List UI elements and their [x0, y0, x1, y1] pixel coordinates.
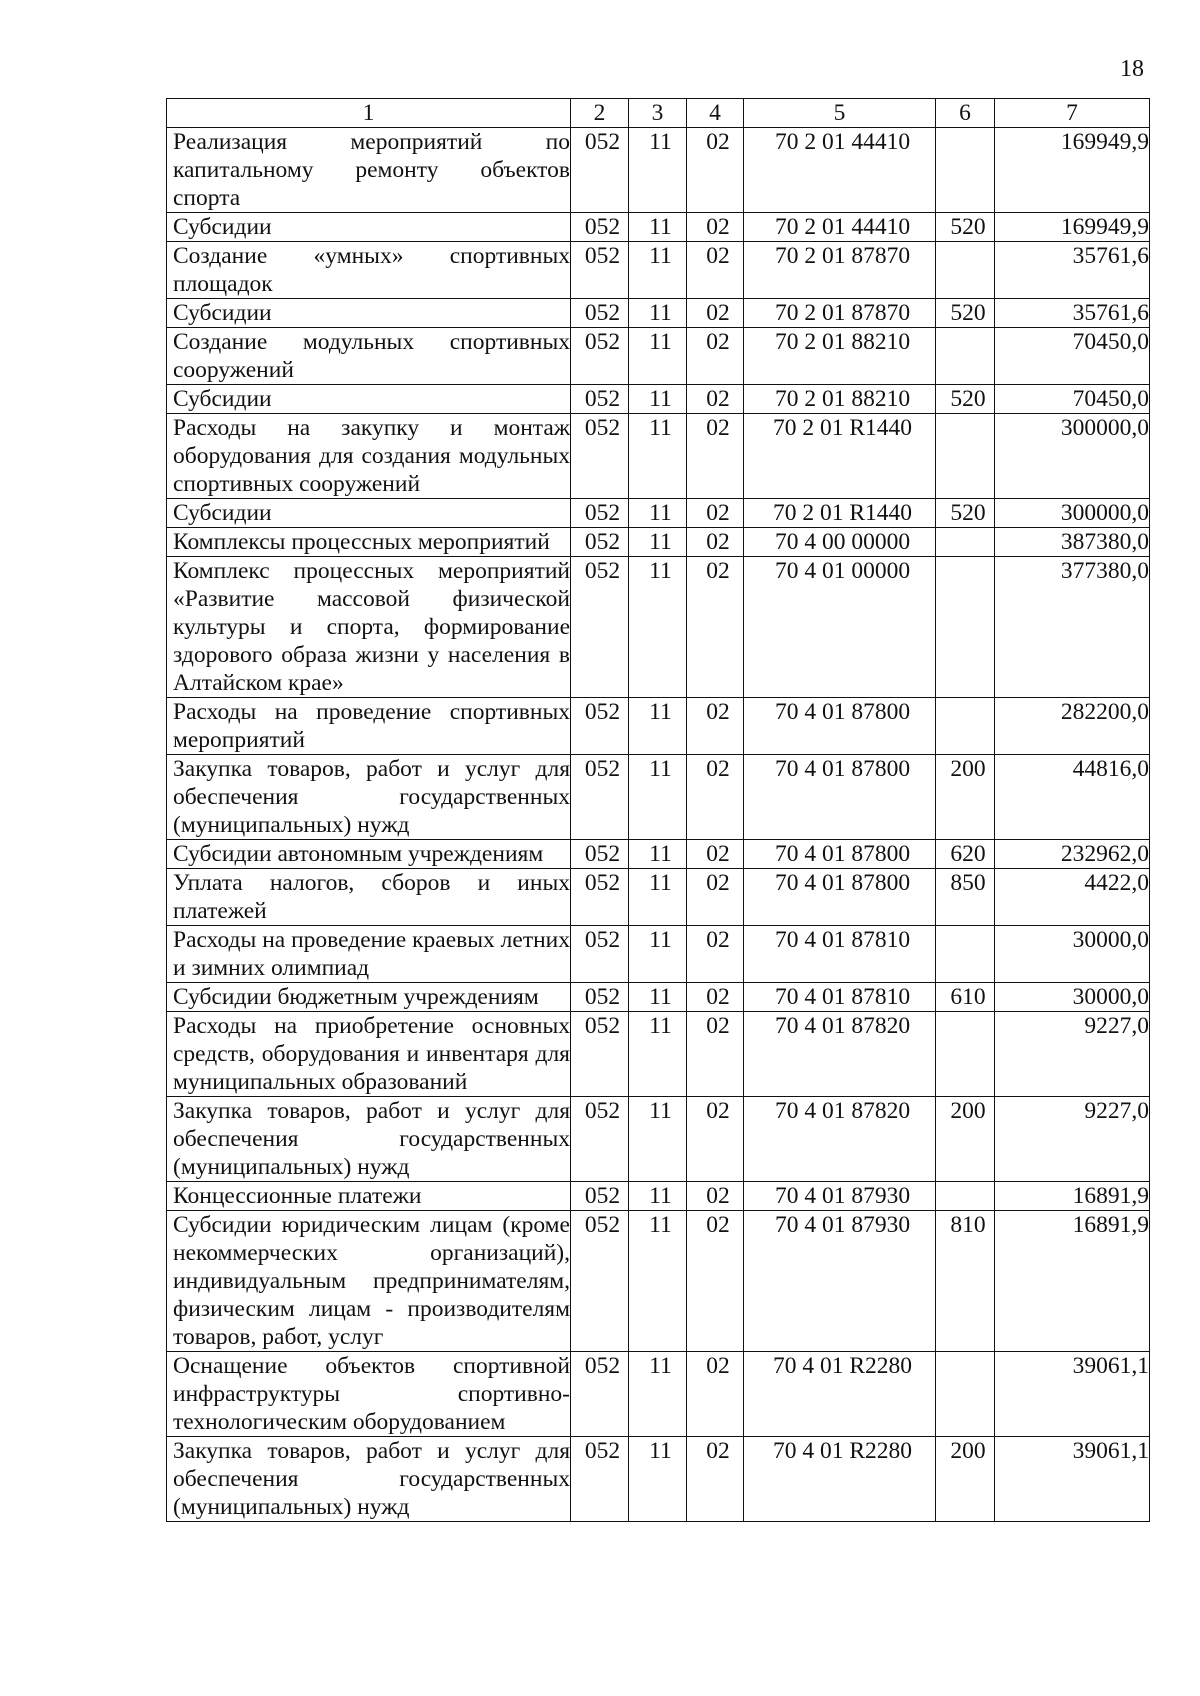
section-code-cell: 11 [629, 1097, 687, 1182]
table-row [167, 128, 1150, 213]
subsection-code-cell: 02 [687, 1352, 744, 1437]
subsection-code-cell: 02 [687, 528, 744, 557]
ministry-code-cell: 052 [571, 840, 629, 869]
expense-type-cell: 620 [936, 840, 995, 869]
subsection-code-cell: 02 [687, 1012, 744, 1097]
amount-cell: 44816,0 [995, 755, 1150, 840]
ministry-code-cell: 052 [571, 926, 629, 983]
expense-type-cell [936, 698, 995, 755]
expense-type-cell: 200 [936, 1437, 995, 1522]
amount-cell: 39061,1 [995, 1437, 1150, 1522]
expense-type-cell [936, 414, 995, 499]
section-code-cell: 11 [629, 1437, 687, 1522]
amount-cell: 169949,9 [995, 128, 1150, 213]
section-code-cell: 11 [629, 242, 687, 299]
table-row [167, 698, 1150, 755]
target-article-cell: 70 2 01 44410 [744, 128, 936, 213]
amount-cell: 70450,0 [995, 328, 1150, 385]
subsection-code-cell: 02 [687, 698, 744, 755]
amount-cell: 4422,0 [995, 869, 1150, 926]
ministry-code-cell: 052 [571, 755, 629, 840]
subsection-code-cell: 02 [687, 499, 744, 528]
target-article-cell: 70 2 01 R1440 [744, 499, 936, 528]
ministry-code-cell: 052 [571, 385, 629, 414]
table-row [167, 499, 1150, 528]
subsection-code-cell: 02 [687, 1097, 744, 1182]
subsection-code-cell: 02 [687, 869, 744, 926]
item-name-cell: Создание модульных спортивных сооружений [167, 328, 571, 385]
item-name-cell: Субсидии юридическим лицам (кроме некоммерческих организаций), индивидуальным предпринимателям, физическим лицам - производителям товаров, работ, услуг [167, 1211, 571, 1352]
target-article-cell: 70 2 01 87870 [744, 299, 936, 328]
table-row [167, 840, 1150, 869]
section-code-cell: 11 [629, 385, 687, 414]
section-code-cell: 11 [629, 1012, 687, 1097]
subsection-code-cell: 02 [687, 328, 744, 385]
table-header-row [167, 99, 1150, 128]
amount-cell: 232962,0 [995, 840, 1150, 869]
amount-cell: 16891,9 [995, 1211, 1150, 1352]
item-name-cell: Комплексы процессных мероприятий [167, 528, 571, 557]
column-header: 2 [571, 99, 629, 128]
target-article-cell: 70 4 01 87820 [744, 1012, 936, 1097]
expense-type-cell: 610 [936, 983, 995, 1012]
table-row [167, 926, 1150, 983]
expense-type-cell [936, 1352, 995, 1437]
ministry-code-cell: 052 [571, 499, 629, 528]
item-name-cell: Комплекс процессных мероприятий «Развитие массовой физической культуры и спорта, формирование здорового образа жизни у населения в Алтайском крае» [167, 557, 571, 698]
section-code-cell: 11 [629, 869, 687, 926]
section-code-cell: 11 [629, 926, 687, 983]
expense-type-cell: 200 [936, 1097, 995, 1182]
target-article-cell: 70 4 01 R2280 [744, 1437, 936, 1522]
subsection-code-cell: 02 [687, 213, 744, 242]
table-row [167, 385, 1150, 414]
item-name-cell: Закупка товаров, работ и услуг для обеспечения государственных (муниципальных) нужд [167, 1437, 571, 1522]
item-name-cell: Расходы на проведение краевых летних и зимних олимпиад [167, 926, 571, 983]
subsection-code-cell: 02 [687, 128, 744, 213]
subsection-code-cell: 02 [687, 557, 744, 698]
target-article-cell: 70 4 01 87800 [744, 755, 936, 840]
item-name-cell: Субсидии [167, 499, 571, 528]
target-article-cell: 70 4 01 87810 [744, 983, 936, 1012]
amount-cell: 300000,0 [995, 414, 1150, 499]
expense-type-cell: 810 [936, 1211, 995, 1352]
item-name-cell: Расходы на приобретение основных средств, оборудования и инвентаря для муниципальных образований [167, 1012, 571, 1097]
target-article-cell: 70 4 01 87800 [744, 840, 936, 869]
column-header: 4 [687, 99, 744, 128]
ministry-code-cell: 052 [571, 983, 629, 1012]
subsection-code-cell: 02 [687, 1437, 744, 1522]
column-header: 5 [744, 99, 936, 128]
column-header: 6 [936, 99, 995, 128]
section-code-cell: 11 [629, 328, 687, 385]
column-header: 3 [629, 99, 687, 128]
table-row [167, 528, 1150, 557]
subsection-code-cell: 02 [687, 414, 744, 499]
ministry-code-cell: 052 [571, 128, 629, 213]
item-name-cell: Создание «умных» спортивных площадок [167, 242, 571, 299]
expense-type-cell: 520 [936, 213, 995, 242]
subsection-code-cell: 02 [687, 299, 744, 328]
table-row [167, 1211, 1150, 1352]
item-name-cell: Субсидии бюджетным учреждениям [167, 983, 571, 1012]
target-article-cell: 70 4 01 R2280 [744, 1352, 936, 1437]
ministry-code-cell: 052 [571, 328, 629, 385]
ministry-code-cell: 052 [571, 1211, 629, 1352]
item-name-cell: Субсидии [167, 299, 571, 328]
amount-cell: 300000,0 [995, 499, 1150, 528]
target-article-cell: 70 4 01 87800 [744, 698, 936, 755]
ministry-code-cell: 052 [571, 1012, 629, 1097]
amount-cell: 30000,0 [995, 983, 1150, 1012]
section-code-cell: 11 [629, 128, 687, 213]
expense-type-cell [936, 1012, 995, 1097]
section-code-cell: 11 [629, 499, 687, 528]
table-row [167, 755, 1150, 840]
item-name-cell: Расходы на закупку и монтаж оборудования для создания модульных спортивных сооружений [167, 414, 571, 499]
ministry-code-cell: 052 [571, 1352, 629, 1437]
target-article-cell: 70 4 01 87800 [744, 869, 936, 926]
section-code-cell: 11 [629, 414, 687, 499]
expense-type-cell [936, 557, 995, 698]
ministry-code-cell: 052 [571, 242, 629, 299]
table-row [167, 869, 1150, 926]
item-name-cell: Субсидии автономным учреждениям [167, 840, 571, 869]
amount-cell: 35761,6 [995, 242, 1150, 299]
expense-type-cell: 520 [936, 299, 995, 328]
section-code-cell: 11 [629, 1352, 687, 1437]
amount-cell: 9227,0 [995, 1012, 1150, 1097]
item-name-cell: Уплата налогов, сборов и иных платежей [167, 869, 571, 926]
target-article-cell: 70 4 01 87930 [744, 1211, 936, 1352]
ministry-code-cell: 052 [571, 1437, 629, 1522]
ministry-code-cell: 052 [571, 1097, 629, 1182]
item-name-cell: Концессионные платежи [167, 1182, 571, 1211]
ministry-code-cell: 052 [571, 213, 629, 242]
ministry-code-cell: 052 [571, 299, 629, 328]
target-article-cell: 70 2 01 88210 [744, 385, 936, 414]
target-article-cell: 70 4 01 87820 [744, 1097, 936, 1182]
ministry-code-cell: 052 [571, 698, 629, 755]
ministry-code-cell: 052 [571, 528, 629, 557]
target-article-cell: 70 4 01 00000 [744, 557, 936, 698]
item-name-cell: Субсидии [167, 385, 571, 414]
subsection-code-cell: 02 [687, 1182, 744, 1211]
expense-type-cell: 520 [936, 499, 995, 528]
expense-type-cell [936, 128, 995, 213]
table-row [167, 299, 1150, 328]
table-row [167, 414, 1150, 499]
table-row [167, 1097, 1150, 1182]
item-name-cell: Закупка товаров, работ и услуг для обеспечения государственных (муниципальных) нужд [167, 755, 571, 840]
ministry-code-cell: 052 [571, 869, 629, 926]
table-body [167, 128, 1150, 1522]
item-name-cell: Субсидии [167, 213, 571, 242]
expense-type-cell: 850 [936, 869, 995, 926]
section-code-cell: 11 [629, 299, 687, 328]
table-row [167, 1352, 1150, 1437]
amount-cell: 39061,1 [995, 1352, 1150, 1437]
expense-type-cell: 520 [936, 385, 995, 414]
target-article-cell: 70 4 01 87930 [744, 1182, 936, 1211]
amount-cell: 70450,0 [995, 385, 1150, 414]
table-row [167, 1437, 1150, 1522]
section-code-cell: 11 [629, 528, 687, 557]
section-code-cell: 11 [629, 983, 687, 1012]
table-row [167, 328, 1150, 385]
expense-type-cell: 200 [936, 755, 995, 840]
amount-cell: 169949,9 [995, 213, 1150, 242]
column-header: 7 [995, 99, 1150, 128]
item-name-cell: Оснащение объектов спортивной инфраструктуры спортивно-технологическим оборудованием [167, 1352, 571, 1437]
amount-cell: 35761,6 [995, 299, 1150, 328]
subsection-code-cell: 02 [687, 242, 744, 299]
table-row [167, 1012, 1150, 1097]
table-row [167, 213, 1150, 242]
amount-cell: 282200,0 [995, 698, 1150, 755]
ministry-code-cell: 052 [571, 1182, 629, 1211]
expense-type-cell [936, 926, 995, 983]
item-name-cell: Реализация мероприятий по капитальному ремонту объектов спорта [167, 128, 571, 213]
amount-cell: 16891,9 [995, 1182, 1150, 1211]
table-row [167, 1182, 1150, 1211]
expense-type-cell [936, 328, 995, 385]
subsection-code-cell: 02 [687, 755, 744, 840]
table-row [167, 557, 1150, 698]
subsection-code-cell: 02 [687, 840, 744, 869]
amount-cell: 9227,0 [995, 1097, 1150, 1182]
target-article-cell: 70 4 01 87810 [744, 926, 936, 983]
section-code-cell: 11 [629, 755, 687, 840]
expense-type-cell [936, 528, 995, 557]
target-article-cell: 70 2 01 88210 [744, 328, 936, 385]
target-article-cell: 70 2 01 44410 [744, 213, 936, 242]
target-article-cell: 70 2 01 87870 [744, 242, 936, 299]
table-row [167, 983, 1150, 1012]
section-code-cell: 11 [629, 1182, 687, 1211]
item-name-cell: Расходы на проведение спортивных мероприятий [167, 698, 571, 755]
section-code-cell: 11 [629, 840, 687, 869]
section-code-cell: 11 [629, 1211, 687, 1352]
ministry-code-cell: 052 [571, 557, 629, 698]
section-code-cell: 11 [629, 557, 687, 698]
section-code-cell: 11 [629, 698, 687, 755]
page-number: 18 [1120, 56, 1144, 82]
target-article-cell: 70 4 00 00000 [744, 528, 936, 557]
budget-table [166, 98, 1150, 1522]
amount-cell: 387380,0 [995, 528, 1150, 557]
subsection-code-cell: 02 [687, 926, 744, 983]
target-article-cell: 70 2 01 R1440 [744, 414, 936, 499]
ministry-code-cell: 052 [571, 414, 629, 499]
table-row [167, 242, 1150, 299]
subsection-code-cell: 02 [687, 1211, 744, 1352]
expense-type-cell [936, 1182, 995, 1211]
section-code-cell: 11 [629, 213, 687, 242]
subsection-code-cell: 02 [687, 385, 744, 414]
item-name-cell: Закупка товаров, работ и услуг для обеспечения государственных (муниципальных) нужд [167, 1097, 571, 1182]
column-header: 1 [167, 99, 571, 128]
expense-type-cell [936, 242, 995, 299]
subsection-code-cell: 02 [687, 983, 744, 1012]
amount-cell: 30000,0 [995, 926, 1150, 983]
amount-cell: 377380,0 [995, 557, 1150, 698]
